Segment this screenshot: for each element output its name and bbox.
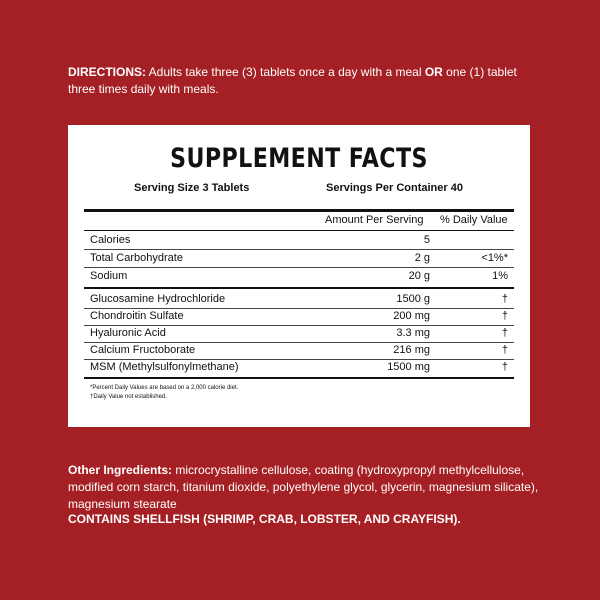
other-ingredients-text: microcrystalline cellulose, coating (hydroxypropyl methylcellulose, modified corn starch, titanium dioxide, polyethylene glycol, glycerin, magnesium silicate), magnesium stearate [68,463,539,511]
ingredient-amount: 1500 g [396,293,430,305]
ingredient-amount: 1500 mg [387,361,430,373]
other-ingredients-label: Other Ingredients: [68,463,173,477]
servings-per-container: Servings Per Container 40 [326,182,463,194]
nutrient-dv: <1%* [481,252,508,264]
ingredient-amount: 216 mg [393,344,430,356]
serving-size: Serving Size 3 Tablets [134,182,250,194]
facts-row [84,232,514,250]
facts-row [84,359,514,376]
header-divider [84,230,514,231]
facts-row [84,308,514,326]
ingredient-amount: 200 mg [393,310,430,322]
nutrient-name: Total Carbohydrate [90,252,183,264]
ingredient-dv: † [501,344,508,356]
amount-per-serving-header: Amount Per Serving [325,214,424,226]
facts-row [84,268,514,285]
allergen-warning: CONTAINS SHELLFISH (SHRIMP, CRAB, LOBSTER, AND CRAYFISH). [68,512,461,526]
ingredient-name: MSM (Methylsulfonylmethane) [90,361,239,373]
ingredient-name: Glucosamine Hydrochloride [90,293,226,305]
nutrient-name: Sodium [90,270,128,282]
directions-label: DIRECTIONS: [68,65,146,79]
nutrient-amount: 20 g [408,270,430,282]
supplement-facts-panel [68,125,530,427]
facts-row [84,325,514,343]
directions-or: OR [424,65,443,79]
panel-title: SUPPLEMENT FACTS [170,143,428,174]
ingredient-dv: † [501,310,508,322]
ingredient-dv: † [501,361,508,373]
nutrient-amount: 2 g [414,252,430,264]
facts-row [84,291,514,309]
directions-part-2: one (1) tablet three times daily with meals. [68,65,517,96]
nutrient-amount: 5 [423,234,430,246]
daily-value-header: % Daily Value [440,214,508,226]
ingredient-dv: † [501,293,508,305]
bottom-divider [84,377,514,379]
facts-row [84,342,514,360]
footnote-not-established: †Daily Value not established. [90,394,167,400]
ingredient-dv: † [501,327,508,339]
footnote-daily-values: *Percent Daily Values are based on a 2,000 calorie diet. [90,385,239,391]
directions-text [68,64,538,98]
section-divider [84,287,514,289]
nutrient-dv: 1% [492,270,508,282]
facts-row [84,250,514,268]
directions-part-1: Adults take three (3) tablets once a day with a meal [146,65,425,79]
nutrient-name: Calories [90,234,131,246]
ingredient-name: Hyaluronic Acid [90,327,166,339]
ingredient-amount: 3.3 mg [396,327,430,339]
other-ingredients [68,462,548,513]
ingredient-name: Calcium Fructoborate [90,344,196,356]
ingredient-name: Chondroitin Sulfate [90,310,184,322]
thick-divider [84,209,514,212]
